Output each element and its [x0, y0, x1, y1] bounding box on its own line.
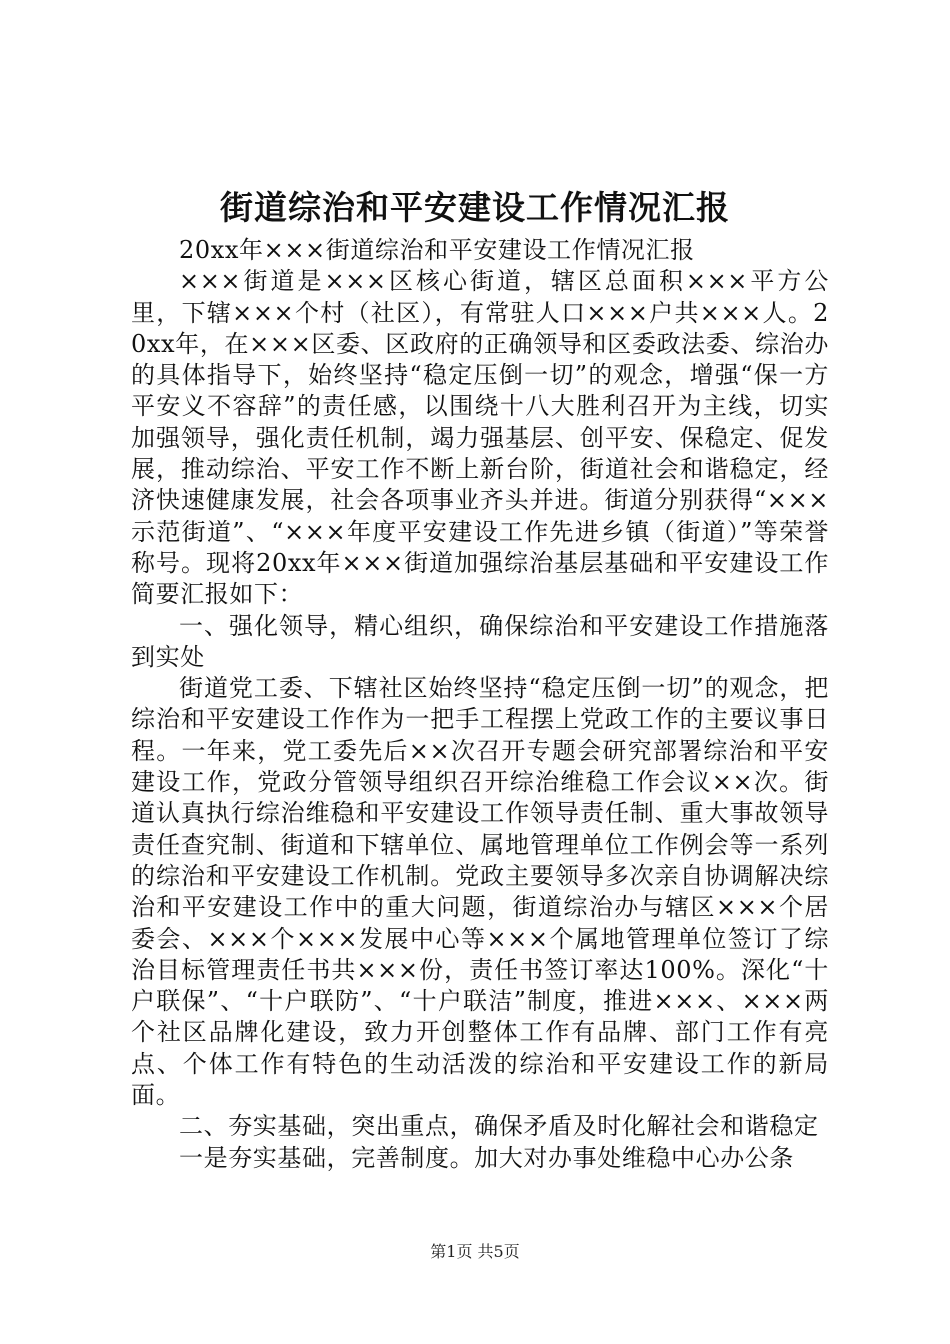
paragraph-section-2: 一是夯实基础，完善制度。加大对办事处维稳中心办公条 — [179, 1143, 794, 1172]
section-heading-2: 二、夯实基础，突出重点，确保矛盾及时化解社会和谐稳定 — [179, 1112, 819, 1141]
paragraph-section-1: 街道党工委、下辖社区始终坚持“稳定压倒一切”的观念，把综治和平安建设工作作为一把手工程摆上党政工作的主要议事日程。一年来，党工委先后××次召开专题会研究部署综治和平安建设工作，党政分管领导组织召开综治维稳工作会议××次。街道认真执行综治维稳和平安建设工作领导责任制、重大事故领导责任查究制、街道和下辖单位、属地管理单位工作例会等一系列的综治和平安建设工作机制。党政主要领导多次亲自协调解决综治和平安建设工作中的重大问题，街道综治办与辖区×××个居委会、×××个×××发展中心等×××个属地管理单位签订了综治目标管理责任书共×××份，责任书签订率达100%。深化“十户联保”、“十户联防”、“十户联洁”制度，推进×××、×××两个社区品牌化建设，致力开创整体工作有品牌、部门工作有亮点、个体工作有特色的生动活泼的综治和平安建设工作的新局面。 — [131, 674, 829, 1110]
paragraph-subtitle: 20xx年×××街道综治和平安建设工作情况汇报 — [179, 236, 695, 264]
section-heading-1: 一、强化领导，精心组织，确保综治和平安建设工作措施落到实处 — [131, 611, 829, 671]
document-body — [131, 235, 829, 1174]
document-title: 街道综治和平安建设工作情况汇报 — [220, 188, 730, 227]
page-number-footer: 第1页 共5页 — [430, 1242, 520, 1261]
paragraph-intro: ×××街道是×××区核心街道，辖区总面积×××平方公里，下辖×××个村（社区），有常驻人口×××户共×××人。20xx年，在×××区委、区政府的正确领导和区委政法委、综治办的具体指导下，始终坚持“稳定压倒一切”的观念，增强“保一方平安义不容辞”的责任感，以围绕十八大胜利召开为主线，切实加强领导，强化责任机制，竭力强基层、创平安、保稳定、促发展，推动综治、平安工作不断上新台阶，街道社会和谐稳定，经济快速健康发展，社会各项事业齐头并进。街道分别获得“×××示范街道”、“×××年度平安建设工作先进乡镇（街道）”等荣誉称号。现将20xx年×××街道加强综治基层基础和平安建设工作简要汇报如下： — [131, 267, 829, 609]
